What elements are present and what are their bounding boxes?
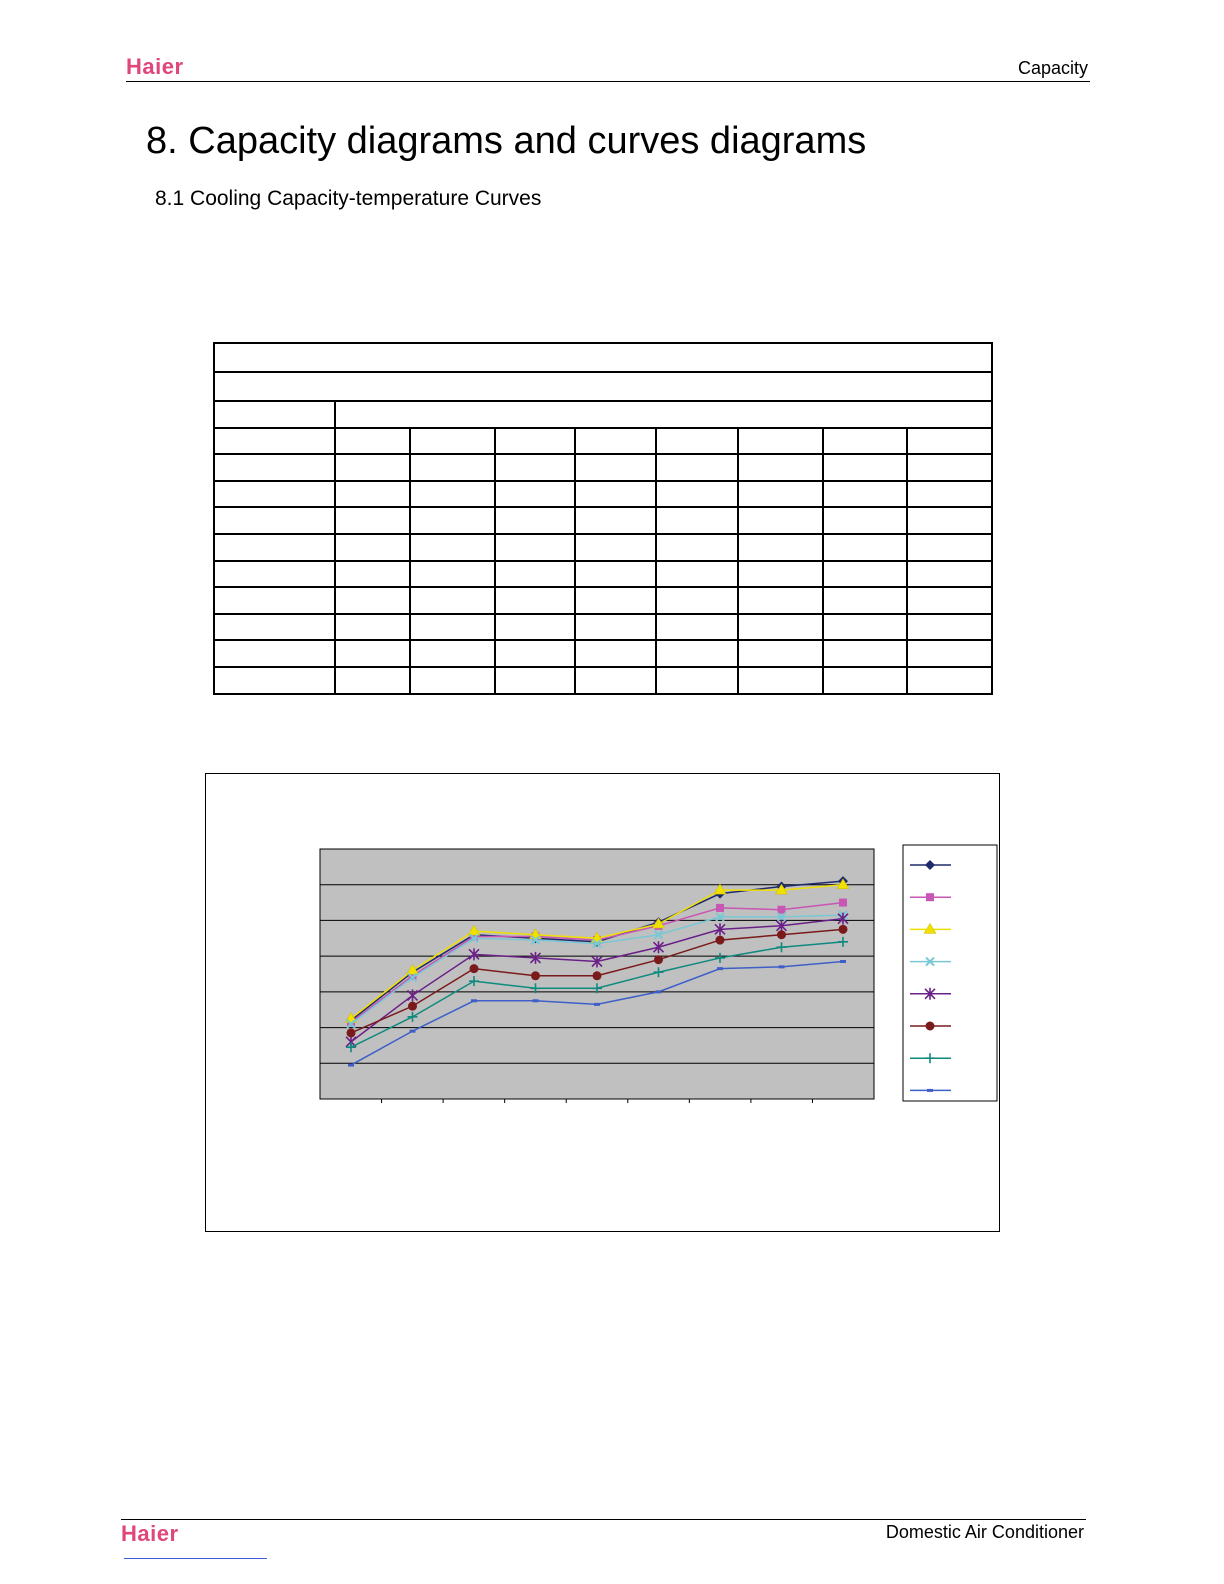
table-cell — [575, 507, 656, 534]
table-row — [214, 507, 992, 534]
data-point — [717, 967, 723, 970]
data-point — [716, 904, 724, 912]
table-cell — [410, 534, 495, 561]
table-cell — [410, 667, 495, 694]
table-cell — [410, 507, 495, 534]
table-cell — [738, 667, 823, 694]
table-cell — [823, 454, 907, 481]
table-cell — [907, 428, 992, 455]
table-row — [214, 561, 992, 588]
table-cell — [738, 454, 823, 481]
table-cell — [907, 640, 992, 667]
table-cell — [823, 507, 907, 534]
legend-marker — [927, 1089, 933, 1092]
footer-text: Domestic Air Conditioner — [885, 1522, 1084, 1542]
table-cell — [823, 534, 907, 561]
table-cell — [335, 428, 410, 455]
table-cell — [823, 587, 907, 614]
data-point — [347, 1028, 356, 1037]
table-cell — [575, 587, 656, 614]
table-cell — [907, 667, 992, 694]
data-point — [533, 999, 539, 1002]
table-cell — [575, 534, 656, 561]
legend-marker — [926, 1022, 935, 1031]
table-cell — [907, 561, 992, 588]
table-cell — [823, 640, 907, 667]
table-cell — [738, 507, 823, 534]
table-cell — [335, 561, 410, 588]
table-cell — [495, 454, 575, 481]
table-cell — [495, 614, 575, 641]
table-row — [214, 428, 992, 455]
table-cell — [575, 428, 656, 455]
table-cell — [575, 614, 656, 641]
footer-rule — [121, 1519, 1086, 1520]
data-point — [593, 971, 602, 980]
table-cell — [907, 587, 992, 614]
table-cell — [907, 534, 992, 561]
table-cell — [823, 428, 907, 455]
x-axis-ticks — [382, 1099, 813, 1103]
table-cell — [410, 454, 495, 481]
data-point — [654, 955, 663, 964]
data-point — [839, 925, 848, 934]
table-cell — [214, 614, 335, 641]
data-point — [839, 899, 847, 907]
table-cell — [738, 534, 823, 561]
table-cell — [214, 561, 335, 588]
legend-marker — [926, 893, 934, 901]
table-cell — [214, 587, 335, 614]
capacity-table — [213, 342, 993, 695]
table-cell — [907, 614, 992, 641]
table-row — [214, 667, 992, 694]
table-cell — [656, 614, 738, 641]
data-point — [348, 1064, 354, 1067]
table-cell — [495, 428, 575, 455]
data-point — [779, 965, 785, 968]
table-header-row — [214, 401, 992, 428]
table-cell — [738, 614, 823, 641]
data-point — [716, 936, 725, 945]
table-cell — [738, 561, 823, 588]
table-cell — [656, 640, 738, 667]
table-cell — [823, 481, 907, 508]
table-cell — [575, 561, 656, 588]
table-cell — [214, 481, 335, 508]
table-cell — [656, 428, 738, 455]
table-cell — [410, 614, 495, 641]
table-cell — [495, 481, 575, 508]
table-cell — [214, 454, 335, 481]
table-cell — [495, 507, 575, 534]
table-row — [214, 454, 992, 481]
table-cell — [214, 428, 335, 455]
table-cell — [738, 587, 823, 614]
data-point — [778, 906, 786, 914]
data-point — [471, 999, 477, 1002]
table-cell — [335, 481, 410, 508]
table-subtitle-row — [214, 372, 992, 401]
table-cell — [738, 428, 823, 455]
data-point — [840, 960, 846, 963]
footer-logo: Haier — [121, 1521, 179, 1546]
data-point — [777, 930, 786, 939]
table-cell — [656, 561, 738, 588]
header-logo: Haier — [126, 54, 184, 79]
table-cell — [335, 667, 410, 694]
table-cell — [335, 454, 410, 481]
table-row — [214, 534, 992, 561]
table-cell — [410, 587, 495, 614]
table-cell — [214, 372, 992, 401]
table-cell — [495, 561, 575, 588]
table-cell — [738, 640, 823, 667]
table-cell — [410, 428, 495, 455]
table-cell — [335, 587, 410, 614]
table-cell — [656, 667, 738, 694]
legend-box — [903, 845, 997, 1101]
footer-underline — [124, 1558, 267, 1559]
header-section-label: Capacity — [1017, 58, 1088, 78]
table-cell — [335, 640, 410, 667]
table-cell — [410, 561, 495, 588]
table-cell — [495, 587, 575, 614]
table-cell — [823, 561, 907, 588]
subsection-title: 8.1 Cooling Capacity-temperature Curves — [155, 187, 542, 210]
table-cell — [410, 481, 495, 508]
table-cell — [495, 640, 575, 667]
table-cell — [656, 481, 738, 508]
table-cell — [214, 640, 335, 667]
table-cell — [575, 667, 656, 694]
data-point — [594, 1003, 600, 1006]
table-row — [214, 587, 992, 614]
table-cell — [495, 534, 575, 561]
header-rule — [126, 81, 1090, 82]
table-cell — [907, 481, 992, 508]
table-row — [214, 614, 992, 641]
page-title: 8. Capacity diagrams and curves diagrams — [146, 120, 867, 162]
table-cell — [823, 667, 907, 694]
table-cell — [575, 454, 656, 481]
table-row — [214, 640, 992, 667]
table-cell — [907, 507, 992, 534]
table-cell — [214, 667, 335, 694]
data-point — [656, 990, 662, 993]
table-cell — [656, 507, 738, 534]
capacity-temperature-chart — [205, 773, 1000, 1232]
table-cell — [907, 454, 992, 481]
table-cell — [495, 667, 575, 694]
table-cell — [214, 343, 992, 372]
table-row — [214, 481, 992, 508]
table-cell — [823, 614, 907, 641]
table-cell — [214, 401, 335, 428]
data-point — [470, 964, 479, 973]
table-title-row — [214, 343, 992, 372]
table-cell — [335, 401, 992, 428]
table-cell — [656, 534, 738, 561]
table-cell — [656, 454, 738, 481]
table-cell — [575, 481, 656, 508]
data-point — [408, 1002, 417, 1011]
table-cell — [656, 587, 738, 614]
table-cell — [335, 534, 410, 561]
data-point — [531, 971, 540, 980]
table-cell — [335, 614, 410, 641]
table-cell — [335, 507, 410, 534]
table-cell — [575, 640, 656, 667]
data-point — [410, 1030, 416, 1033]
table-cell — [214, 534, 335, 561]
table-cell — [738, 481, 823, 508]
table-cell — [214, 507, 335, 534]
table-cell — [410, 640, 495, 667]
